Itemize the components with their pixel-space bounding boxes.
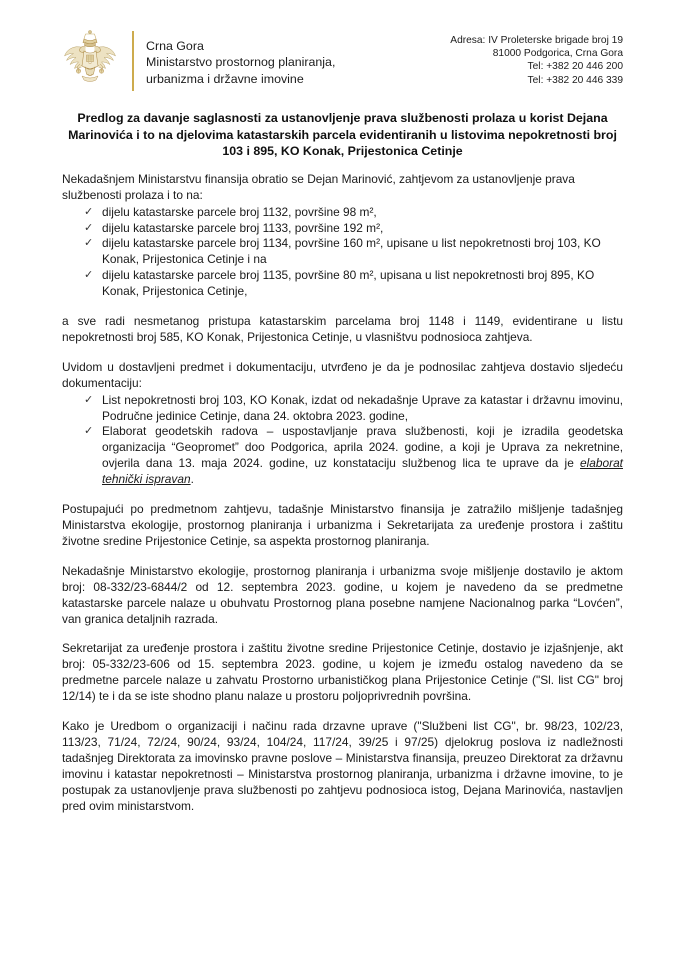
contact-address: Adresa: IV Proleterske brigade broj 19 — [450, 35, 623, 46]
list-item — [62, 268, 623, 300]
documentation-list — [62, 393, 623, 488]
decree-paragraph: Kako je Uredbom o organizaciji i načinu rada drzavne uprave ("Službeni list CG", br. 98/23, 102/23, 113/23, 71/24, 72/24, 90/24, 93/24, 104/24, 117/24, 39/25 i 97/25) djelokrug poslova iz nadležnosti tadašnjeg Direktorata za imovinsko pravne poslove – Ministarstva finansija, preuzeo Direktorat za državnu imovinu i katastar nepokretnosti – Ministarstva prostornog planiranja, urbanizma i državne imovine, to je postupak za ustanovljenje prava službenosti po zahtjevu podnosioca istog, Dejana Marinovića, nastavljen pred ovim ministarstvom. — [62, 719, 623, 813]
country-name: Crna Gora — [146, 38, 204, 53]
documentation-intro-paragraph: Uvidom u dostavljeni predmet i dokumentaciju, utvrđeno je da je podnosilac zahtjeva dostavio sljedeću dokumentaciju: — [62, 359, 623, 390]
list-item-text — [102, 424, 623, 486]
ecology-ministry-paragraph: Nekadašnje Ministarstvo ekologije, prostornog planiranja i urbanizma svoje mišljenje dostavilo je aktom broj: 08-332/23-6844/2 od 12. septembra 2023. godine, u kojem je navedeno da se predmetne katastarske parcele nalaze u obuhvatu Prostornog plana posebne namjene Nacionalnog parka “Lovćen”, van granica detaljnih razrada. — [62, 563, 623, 626]
list-item — [62, 221, 623, 237]
list-item-text: dijelu katastarske parcele broj 1135, površine 80 m², upisana u list nepokretnosti broj 895, KO Konak, Prijestonica Cetinje, — [102, 268, 595, 299]
list-item — [62, 236, 623, 268]
access-paragraph: a sve radi nesmetanog pristupa katastarskim parcelama broj 1148 i 1149, evidentirane u listu nepokretnosti broj 585, KO Konak, Prijestonica Cetinje, u vlasništvu podnosioca zahtjeva. — [62, 314, 623, 344]
check-icon: ✓ — [84, 237, 94, 250]
check-icon: ✓ — [84, 269, 94, 282]
contact-block — [450, 28, 623, 87]
check-icon: ✓ — [84, 425, 94, 438]
letterhead — [62, 28, 623, 94]
check-icon: ✓ — [84, 393, 94, 406]
document-body — [62, 172, 623, 815]
list-item-text: List nepokretnosti broj 103, KO Konak, izdat od nekadašnje Uprave za katastar i državnu imovinu, Područne jedinice Cetinje, dana 24. oktobra 2023. godine, — [102, 392, 623, 423]
list-item-text: dijelu katastarske parcele broj 1133, površine 192 m², — [102, 220, 384, 235]
secretariat-paragraph: Sekretarijat za uređenje prostora i zaštitu životne sredine Prijestonice Cetinje, dostavio je izjašnjenje, akt broj: 05-332/23-606 od 15. septembra 2023. godine, u kojem je između ostalog navedeno da se predmetne parcele nalaze u zahvatu Prostorno urbanističkog plana Prijestonice Cetinje ("Sl. list CG" broj 12/14) te i da se iste shodno planu nalaze u prostoru poljoprivrednih površina. — [62, 641, 623, 704]
letterhead-divider — [132, 31, 134, 91]
letterhead-identity — [62, 28, 335, 94]
contact-tel-1: Tel: +382 20 446 200 — [527, 61, 623, 73]
list-item-text: dijelu katastarske parcele broj 1132, površine 98 m², — [102, 204, 377, 219]
opinion-request-paragraph: Postupajući po predmetnom zahtjevu, tadašnje Ministarstvo finansija je zatražilo mišljenje tadašnjeg Ministarstva ekologije, prostornog planiranja i urbanizma i Sekretarijata za uređenje prostora i zaštitu životne sredine Prijestonice Cetinje, sa aspekta prostornog planiranja. — [62, 502, 623, 548]
elaborate-technically-correct-emphasis: elaborat tehnički ispravan — [102, 456, 623, 487]
intro-paragraph: Nekadašnjem Ministarstvu finansija obratio se Dejan Marinović, zahtjevom za ustanovljenje prava službenosti prolaza i to na: — [62, 171, 575, 202]
montenegro-coat-of-arms-icon — [62, 28, 118, 94]
elaborate-text-pre: Elaborat geodetskih radova – uspostavljanje prava službenosti, koji je izradila geodetska organizacija “Geopromet” doo Podgorica, aprila 2024. godine, a koji je Uprava za nekretnine, ovjerila dana 13. maja 2024. godine, uz konstataciju službenog lica te uprave da je — [102, 424, 623, 471]
check-icon: ✓ — [84, 221, 94, 234]
page-title: Predlog za davanje saglasnosti za ustanovljenje prava službenosti prolaza u korist Dejana Marinovića i to na djelovima katastarskih parcela evidentiranih u listovima nepokretnosti broj 103 i 895, KO Konak, Prijestonica Cetinje — [68, 111, 617, 159]
contact-city: 81000 Podgorica, Crna Gora — [492, 48, 623, 60]
list-item — [62, 393, 623, 425]
list-item — [62, 205, 623, 221]
parcel-list — [62, 205, 623, 300]
contact-tel-2: Tel: +382 20 446 339 — [527, 74, 623, 86]
list-item-text: dijelu katastarske parcele broj 1134, površine 160 m², upisane u list nepokretnosti broj 103, KO Konak, Prijestonica Cetinje i na — [102, 236, 601, 267]
list-item — [62, 424, 623, 488]
ministry-name-line1: Ministarstvo prostornog planiranja, — [146, 55, 336, 70]
letterhead-names — [146, 28, 335, 94]
elaborate-text-post: . — [190, 472, 194, 487]
ministry-name-line2: urbanizma i državne imovine — [146, 71, 304, 86]
check-icon: ✓ — [84, 205, 94, 218]
